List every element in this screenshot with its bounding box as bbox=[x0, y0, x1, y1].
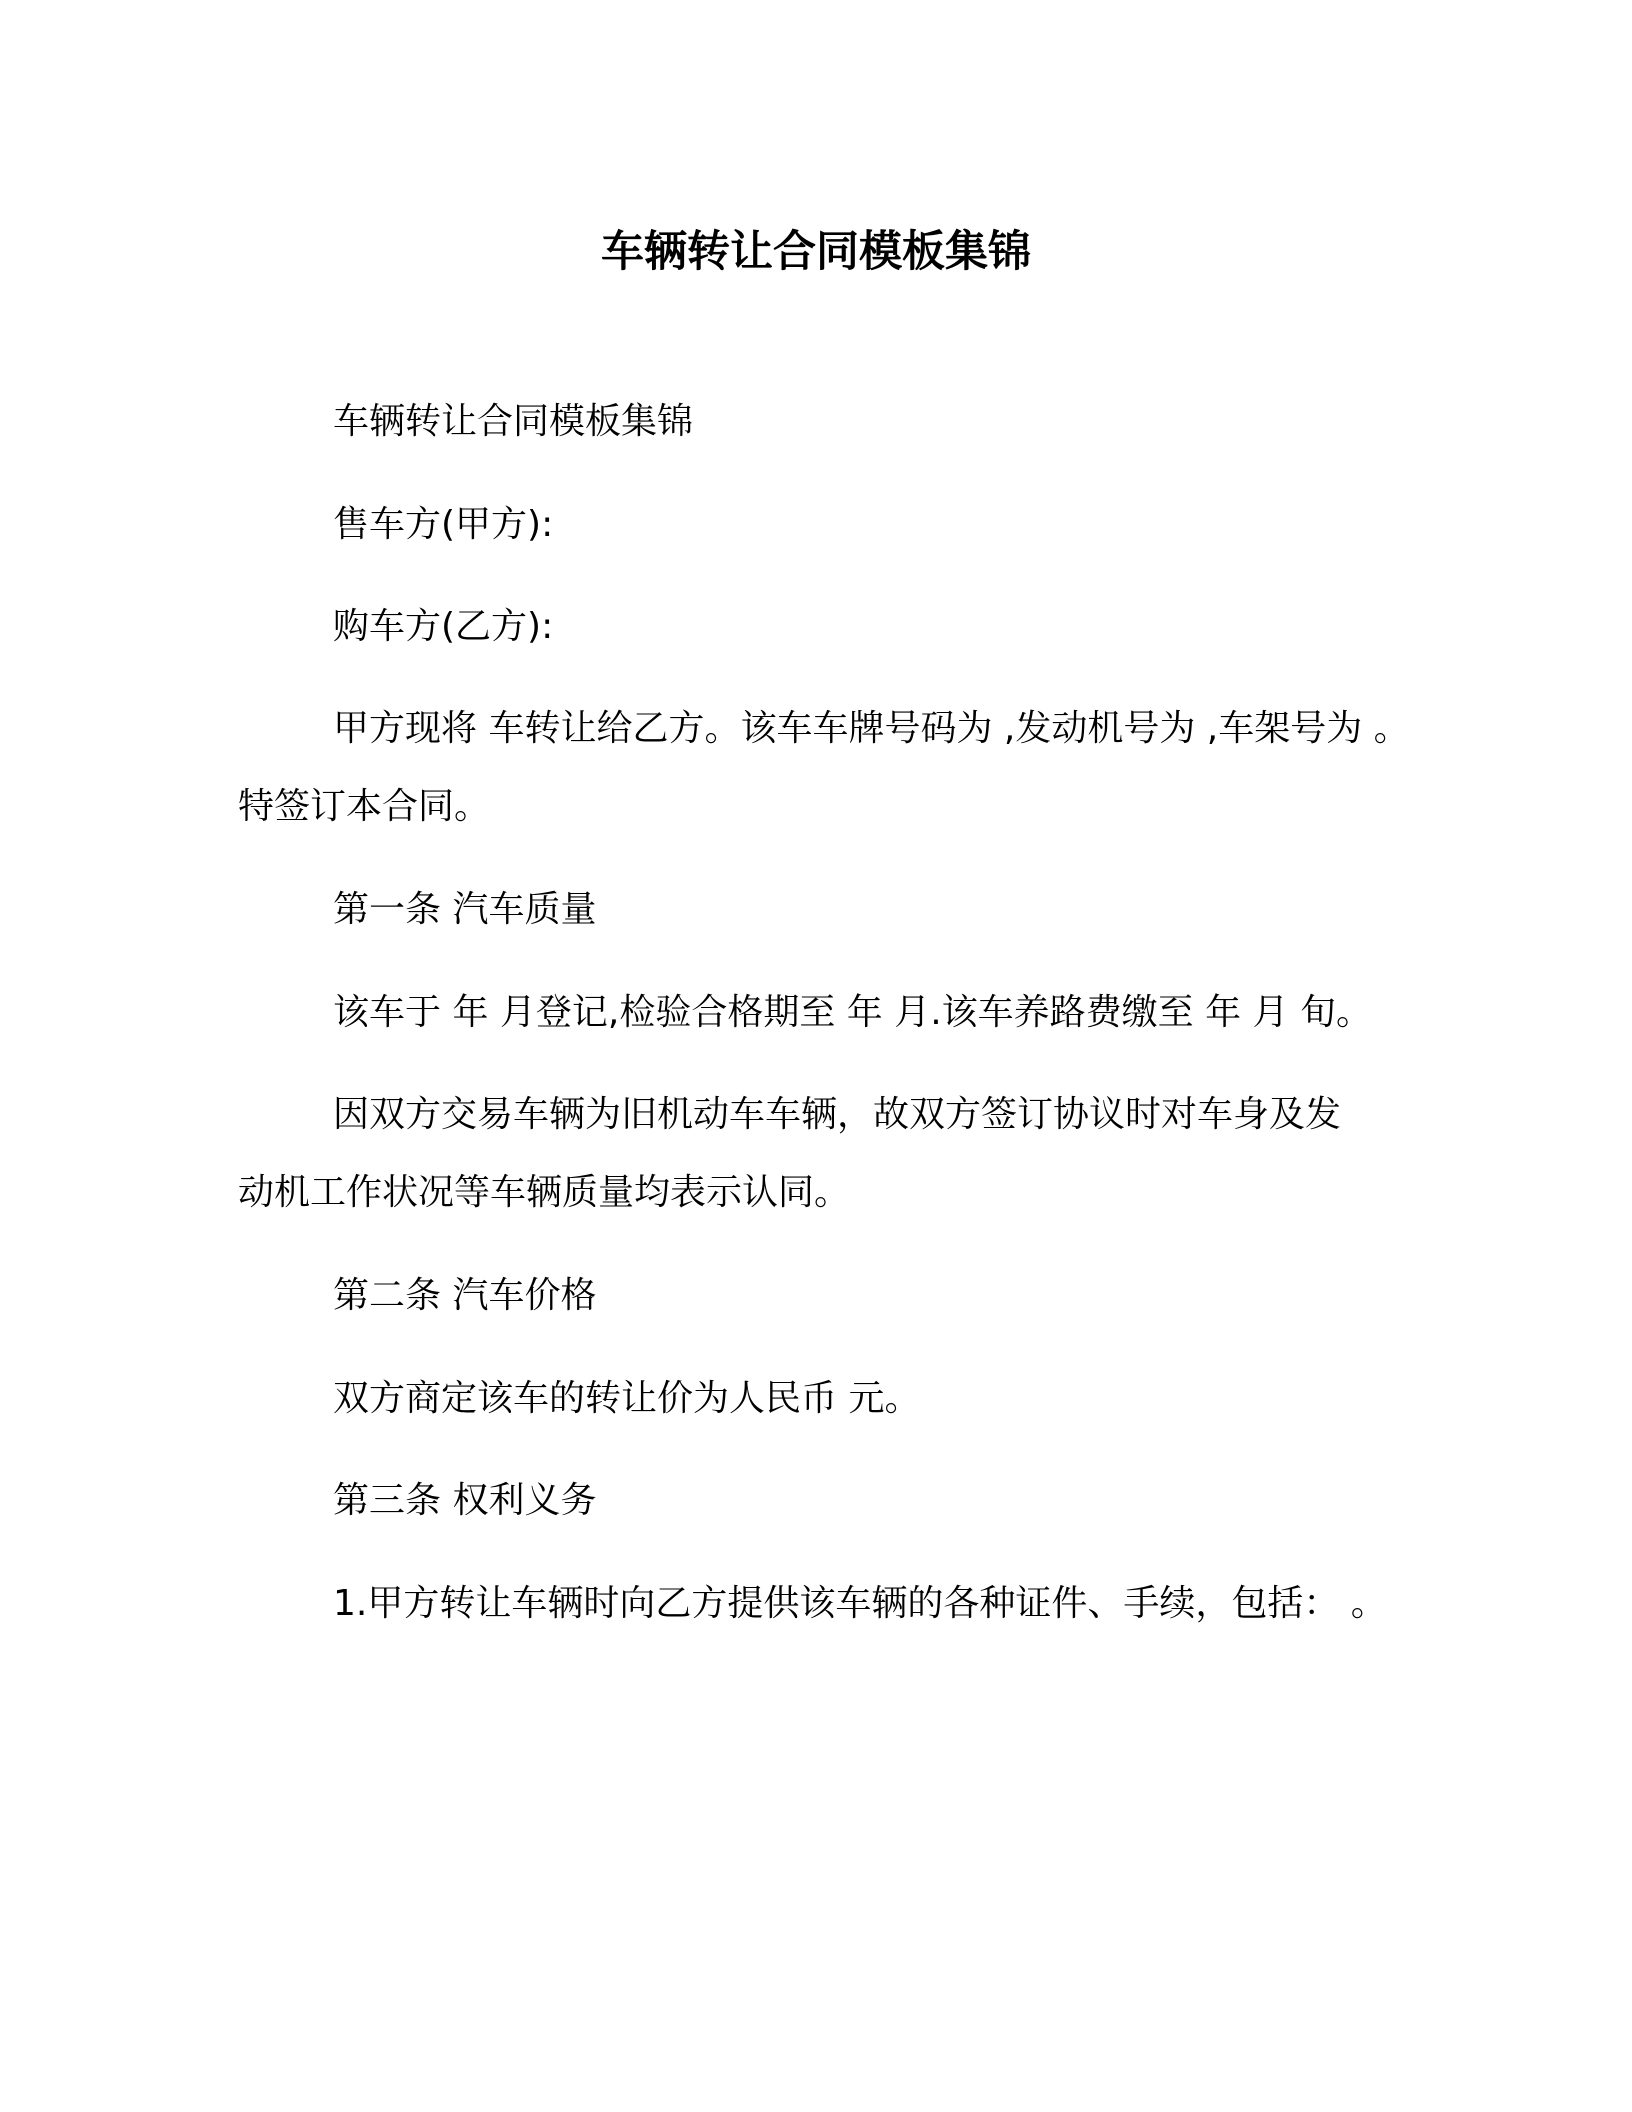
article1-paragraph2-line1: 因双方交易车辆为旧机动车车辆，故双方签订协议时对车身及发 bbox=[333, 1094, 1342, 1135]
article3-heading: 第三条 权利义务 bbox=[333, 1480, 597, 1521]
article3-item1: 1.甲方转让车辆时向乙方提供该车辆的各种证件、手续，包括： 。 bbox=[333, 1583, 1387, 1624]
document-title: 车辆转让合同模板集锦 bbox=[601, 227, 1031, 277]
subtitle: 车辆转让合同模板集锦 bbox=[333, 401, 694, 442]
intro-paragraph-line1: 甲方现将 车转让给乙方。该车车牌号码为 ,发动机号为 ,车架号为 。 bbox=[333, 708, 1410, 749]
article2-heading: 第二条 汽车价格 bbox=[333, 1275, 597, 1316]
article1-heading: 第一条 汽车质量 bbox=[333, 889, 597, 930]
intro-paragraph-line2: 特签订本合同。 bbox=[238, 786, 491, 827]
article2-paragraph1: 双方商定该车的转让价为人民币 元。 bbox=[333, 1378, 921, 1419]
article1-paragraph2-line2: 动机工作状况等车辆质量均表示认同。 bbox=[238, 1172, 851, 1213]
article1-paragraph1: 该车于 年 月登记,检验合格期至 年 月.该车养路费缴至 年 月 旬。 bbox=[333, 992, 1372, 1033]
seller-label: 售车方(甲方): bbox=[333, 504, 554, 545]
buyer-label: 购车方(乙方): bbox=[333, 606, 554, 647]
